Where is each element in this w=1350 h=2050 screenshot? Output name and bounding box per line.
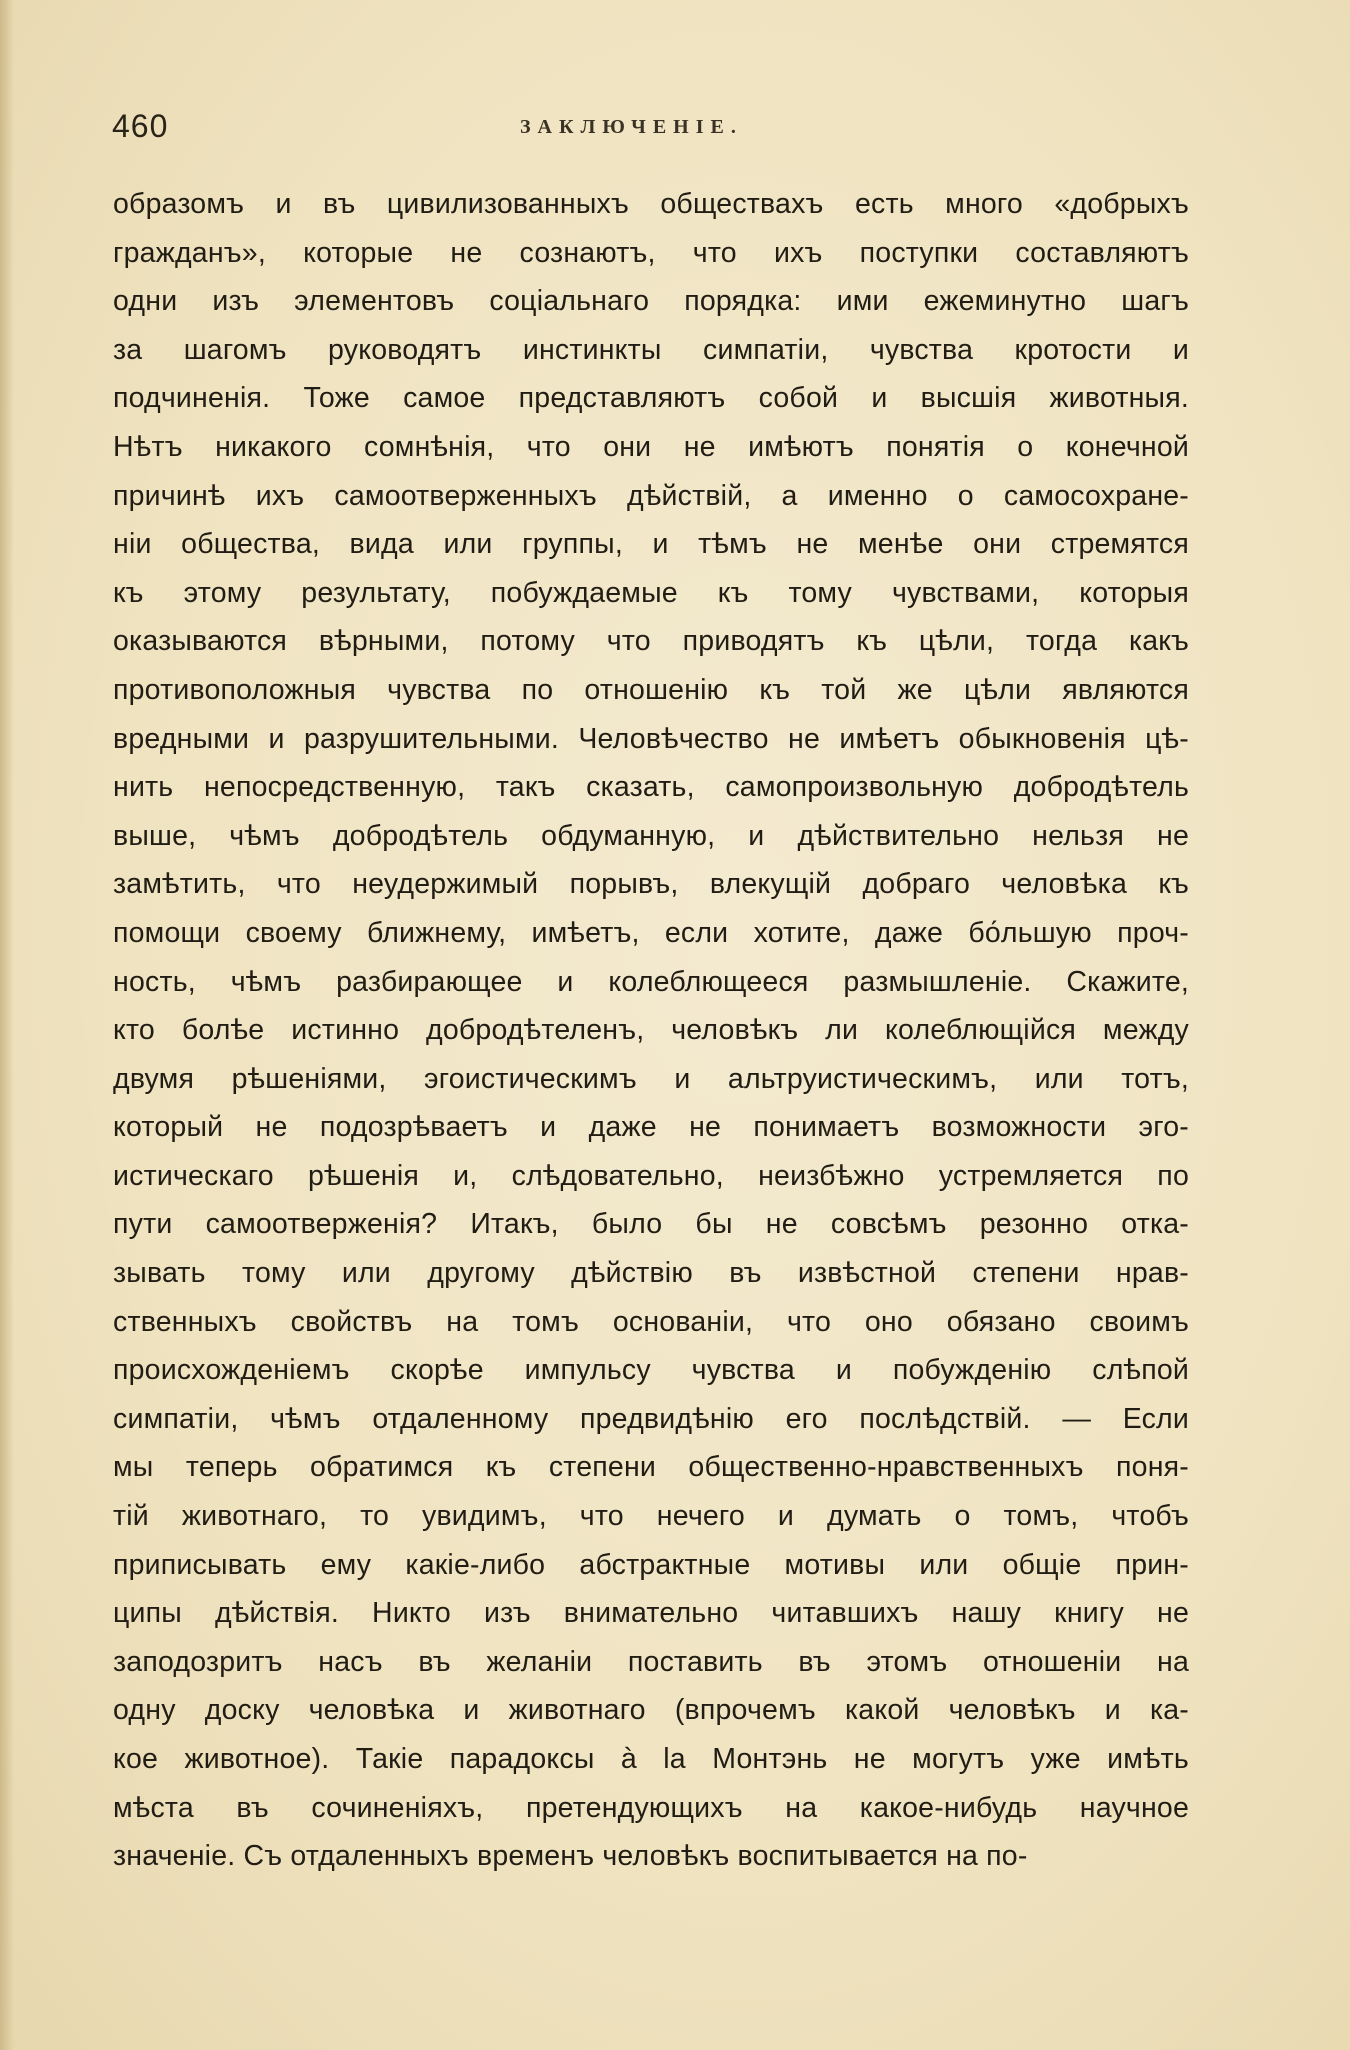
text-line: ніи общества, вида или группы, и тѣмъ не менѣе они стремятся xyxy=(113,528,1189,561)
text-line: за шагомъ руководятъ инстинкты симпатіи, чувства кротости и xyxy=(113,333,1189,366)
text-line: пути самоотверженія? Итакъ, было бы не совсѣмъ резонно отка- xyxy=(113,1208,1189,1241)
text-line: помощи своему ближнему, имѣетъ, если хотите, даже бо́льшую проч- xyxy=(113,916,1189,949)
text-line: приписывать ему какіе-либо абстрактные мотивы или общіе прин- xyxy=(113,1548,1189,1581)
text-line: выше, чѣмъ добродѣтель обдуманную, и дѣйствительно нельзя не xyxy=(113,819,1189,852)
text-line: вредными и разрушительными. Человѣчество не имѣетъ обыкновенія цѣ- xyxy=(113,722,1189,755)
text-line: причинѣ ихъ самоотверженныхъ дѣйствій, а именно о самосохране- xyxy=(113,479,1189,512)
text-line: образомъ и въ цивилизованныхъ обществахъ есть много «добрыхъ xyxy=(113,188,1189,220)
text-line: происхожденіемъ скорѣе импульсу чувства и побужденію слѣпой xyxy=(113,1354,1189,1387)
text-line: заподозритъ насъ въ желаніи поставить въ этомъ отношеніи на xyxy=(113,1645,1189,1678)
text-line: Нѣтъ никакого сомнѣнія, что они не имѣютъ понятія о конечной xyxy=(113,430,1189,463)
text-line: къ этому результату, побуждаемые къ тому чувствами, которыя xyxy=(113,576,1189,609)
text-line: истическаго рѣшенія и, слѣдовательно, неизбѣжно устремляется по xyxy=(113,1159,1189,1192)
text-line: одни изъ элементовъ соціальнаго порядка: ими ежеминутно шагъ xyxy=(113,285,1189,318)
text-line: гражданъ», которые не сознаютъ, что ихъ поступки составляютъ xyxy=(113,236,1189,269)
text-line: одну доску человѣка и животнаго (впрочемъ какой человѣкъ и ка- xyxy=(113,1694,1189,1727)
page-gutter-shadow xyxy=(0,0,14,2050)
text-line: тій животнаго, то увидимъ, что нечего и думать о томъ, чтобъ xyxy=(113,1500,1189,1533)
page-header xyxy=(112,108,1197,152)
text-line: значеніе. Съ отдаленныхъ временъ человѣкъ воспитывается на по- xyxy=(113,1840,1028,1873)
text-line: зывать тому или другому дѣйствію въ извѣстной степени нрав- xyxy=(113,1257,1189,1290)
text-line: нить непосредственную, такъ сказать, самопроизвольную добродѣтель xyxy=(113,771,1189,804)
text-line: оказываются вѣрными, потому что приводятъ къ цѣли, тогда какъ xyxy=(113,625,1189,658)
text-line: двумя рѣшеніями, эгоистическимъ и альтруистическимъ, или тотъ, xyxy=(113,1062,1189,1095)
text-line: ность, чѣмъ разбирающее и колеблющееся размышленіе. Скажите, xyxy=(113,965,1189,998)
text-line: замѣтить, что неудержимый порывъ, влекущій добраго человѣка къ xyxy=(113,868,1189,901)
text-line: который не подозрѣваетъ и даже не понимаетъ возможности эго- xyxy=(113,1111,1189,1144)
text-line: мы теперь обратимся къ степени общественно-нравственныхъ поня- xyxy=(113,1451,1189,1484)
text-line: симпатіи, чѣмъ отдаленному предвидѣнію его послѣдствій. — Если xyxy=(113,1402,1189,1435)
text-line: ственныхъ свойствъ на томъ основаніи, что оно обязано своимъ xyxy=(113,1305,1189,1338)
text-line: кое животное). Такіе парадоксы à la Монтэнь не могутъ уже имѣть xyxy=(113,1743,1189,1775)
text-line: кто болѣе истинно добродѣтеленъ, человѣкъ ли колеблющійся между xyxy=(113,1014,1189,1047)
text-line: подчиненія. Тоже самое представляютъ собой и высшія животныя. xyxy=(113,382,1189,415)
text-line: мѣста въ сочиненіяхъ, претендующихъ на какое-нибудь научное xyxy=(113,1791,1189,1824)
text-line: противоположныя чувства по отношенію къ той же цѣли являются xyxy=(113,673,1189,706)
body-text xyxy=(113,180,1189,1881)
running-title: ЗАКЛЮЧЕНІЕ. xyxy=(520,116,743,138)
text-line: ципы дѣйствія. Никто изъ внимательно читавшихъ нашу книгу не xyxy=(113,1597,1189,1630)
page-number: 460 xyxy=(112,108,169,144)
